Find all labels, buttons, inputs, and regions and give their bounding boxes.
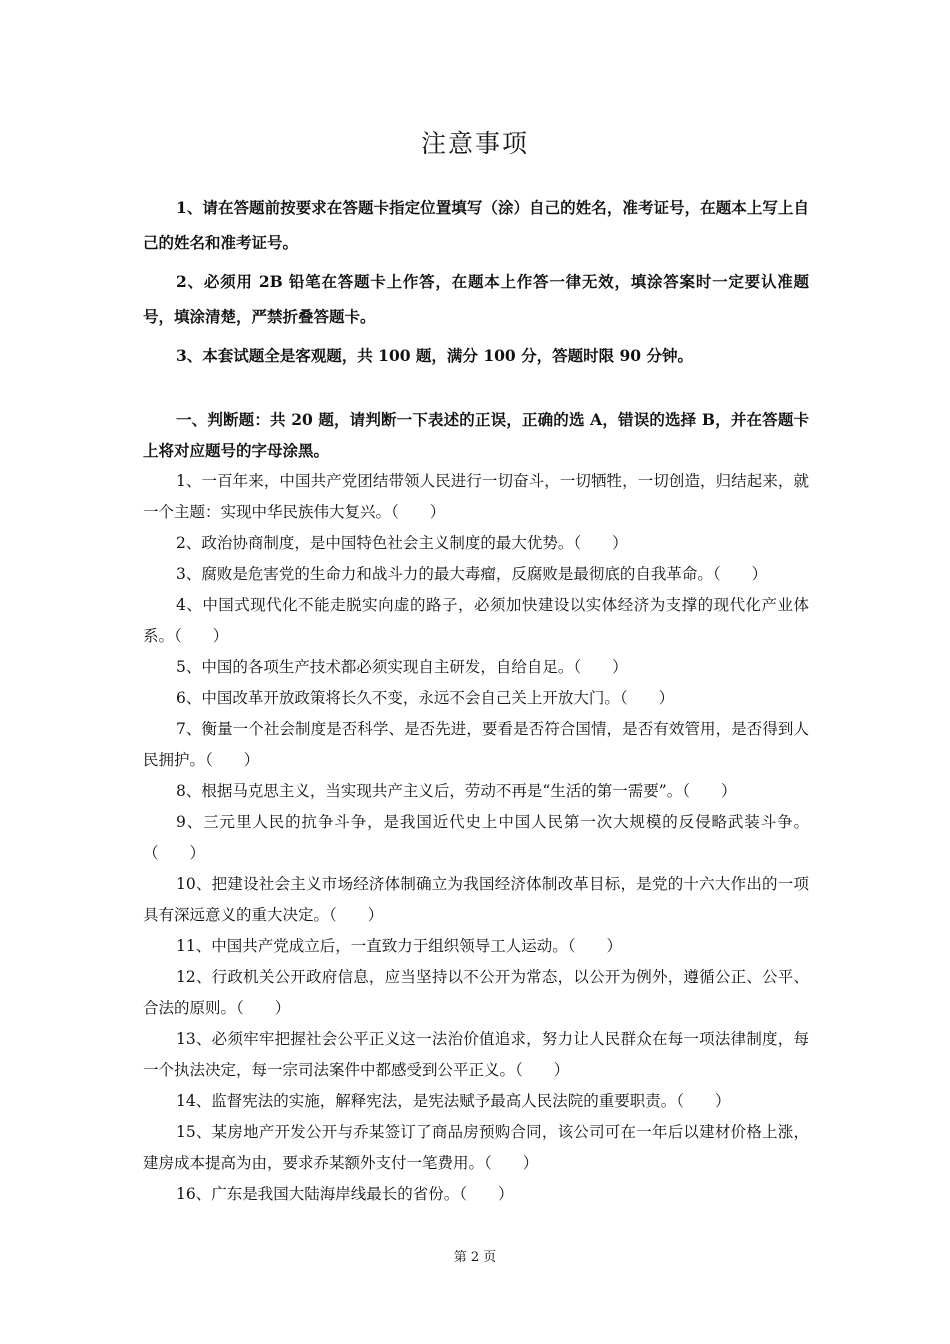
question-item: 16、广东是我国大陆海岸线最长的省份。（ ） xyxy=(176,1185,514,1203)
question-item: 3、腐败是危害党的生命力和战斗力的最大毒瘤，反腐败是最彻底的自我革命。（ ） xyxy=(176,565,768,583)
question-item: 4、中国式现代化不能走脱实向虚的路子，必须加快建设以实体经济为支撑的现代化产业体系。（ ） xyxy=(143,596,809,645)
question-item: 14、监督宪法的实施，解释宪法，是宪法赋予最高人民法院的重要职责。（ ） xyxy=(176,1092,731,1110)
section-heading: 一、判断题：共 20 题，请判断一下表述的正误，正确的选 A，错误的选择 B，并在答题卡上将对应题号的字母涂黑。 xyxy=(143,410,809,460)
question-item: 10、把建设社会主义市场经济体制确立为我国经济体制改革目标，是党的十六大作出的一项具有深远意义的重大决定。（ ） xyxy=(143,875,809,924)
question-item: 12、行政机关公开政府信息，应当坚持以不公开为常态，以公开为例外，遵循公正、公平、合法的原则。（ ） xyxy=(143,968,809,1017)
question-item: 13、必须牢牢把握社会公平正义这一法治价值追求，努力让人民群众在每一项法律制度，每一个执法决定，每一宗司法案件中都感受到公平正义。（ ） xyxy=(143,1030,809,1079)
question-item: 8、根据马克思主义，当实现共产主义后，劳动不再是“生活的第一需要”。（ ） xyxy=(176,782,737,800)
question-item: 6、中国改革开放政策将长久不变，永远不会自己关上开放大门。（ ） xyxy=(176,689,675,707)
notice-item: 2、必须用 2B 铅笔在答题卡上作答，在题本上作答一律无效，填涂答案时一定要认准题号，填涂清楚，严禁折叠答题卡。 xyxy=(143,272,809,326)
question-item: 2、政治协商制度，是中国特色社会主义制度的最大优势。（ ） xyxy=(176,534,628,552)
notice-item: 3、本套试题全是客观题，共 100 题，满分 100 分，答题时限 90 分钟。 xyxy=(176,346,693,365)
question-item: 11、中国共产党成立后，一直致力于组织领导工人运动。（ ） xyxy=(176,937,622,955)
question-item: 7、衡量一个社会制度是否科学、是否先进，要看是否符合国情，是否有效管用，是否得到人民拥护。（ ） xyxy=(143,720,809,769)
notices-list xyxy=(143,190,809,377)
question-item: 15、某房地产开发公开与乔某签订了商品房预购合同，该公司可在一年后以建材价格上涨，建房成本提高为由，要求乔某额外支付一笔费用。（ ） xyxy=(143,1123,809,1172)
question-item: 9、三元里人民的抗争斗争，是我国近代史上中国人民第一次大规模的反侵略武装斗争。（ ） xyxy=(143,813,809,862)
question-item: 5、中国的各项生产技术都必须实现自主研发，自给自足。（ ） xyxy=(176,658,628,676)
page-title: 注意事项 xyxy=(420,129,529,158)
question-item: 1、一百年来，中国共产党团结带领人民进行一切奋斗，一切牺牲，一切创造，归结起来，就一个主题：实现中华民族伟大复兴。（ ） xyxy=(143,472,809,521)
notice-item: 1、请在答题前按要求在答题卡指定位置填写（涂）自己的姓名，准考证号，在题本上写上自己的姓名和准考证号。 xyxy=(143,198,809,252)
true-false-section xyxy=(143,404,809,1210)
page-number: 第 2 页 xyxy=(453,1250,497,1265)
